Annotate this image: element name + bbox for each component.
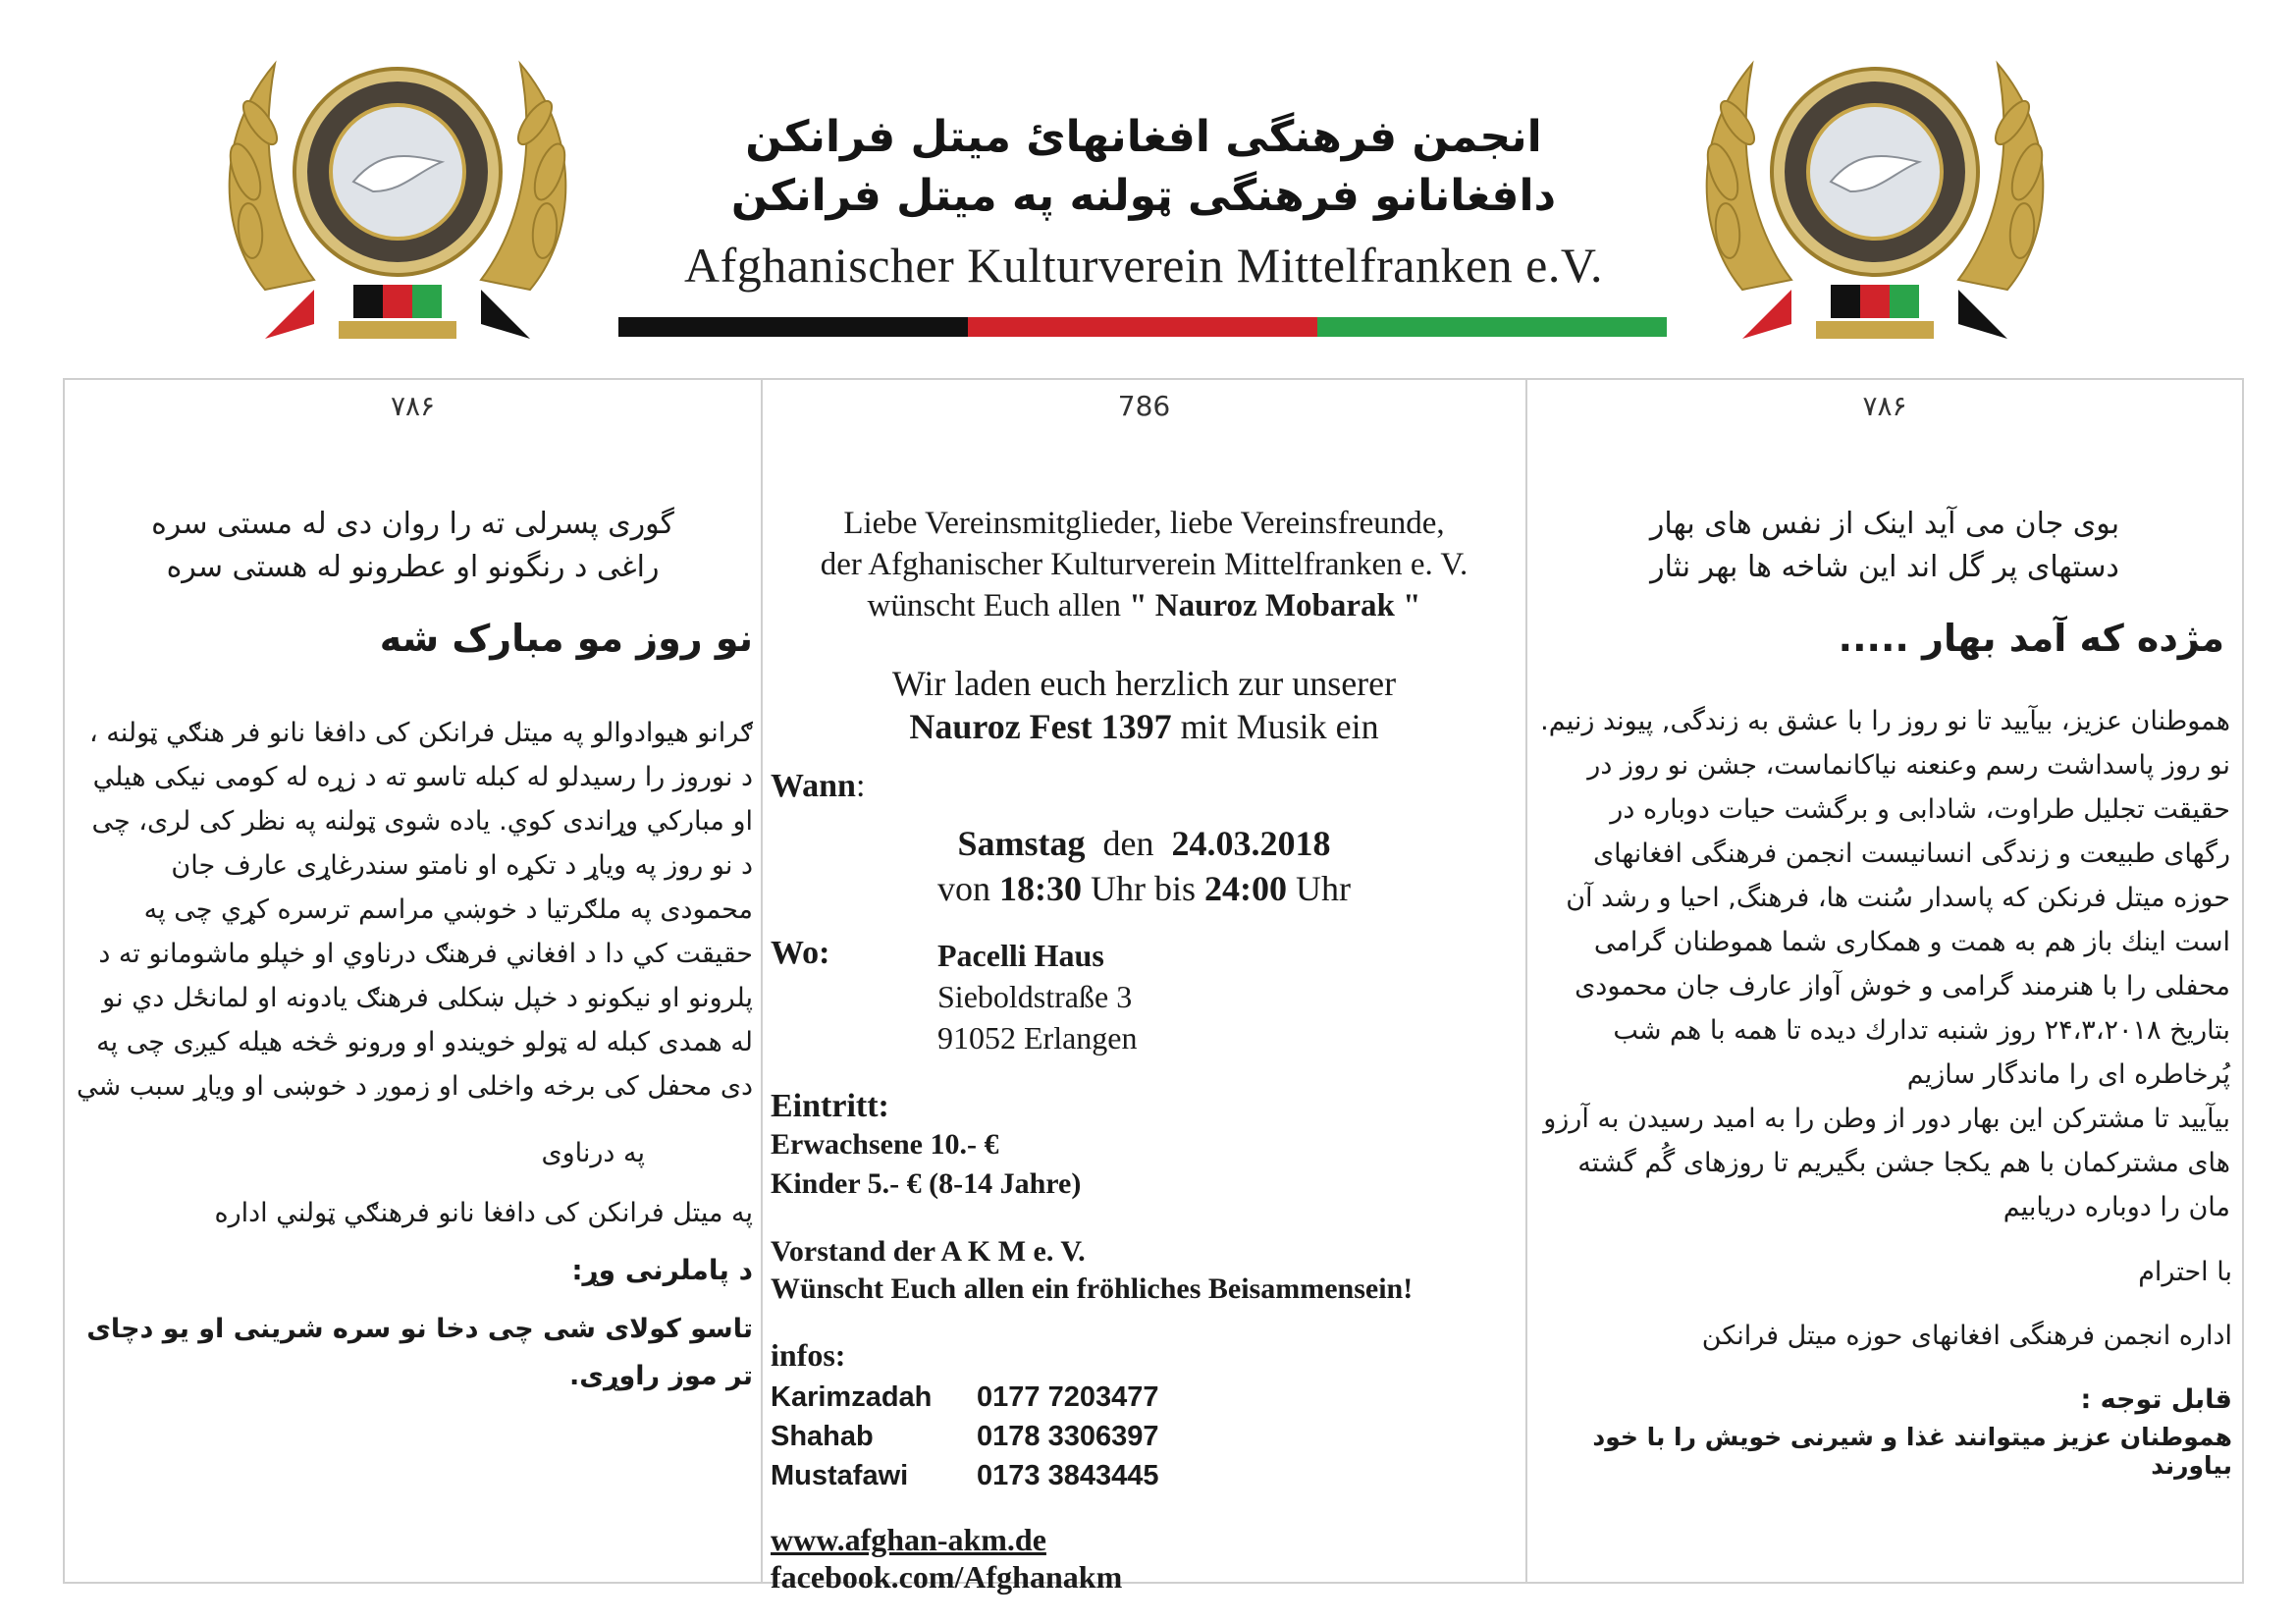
time-mid: Uhr bis <box>1082 869 1204 908</box>
pashto-signature: په درناوی <box>541 1138 645 1168</box>
event-day: Samstag <box>957 824 1086 863</box>
greeting-line: der Afghanischer Kulturverein Mittelfranken e. V. <box>820 547 1468 582</box>
dari-column <box>1527 380 2242 1582</box>
contact-phone[interactable]: 0178 3306397 <box>977 1421 1159 1452</box>
time-von: von <box>937 869 999 908</box>
contact-row <box>771 1378 1525 1417</box>
time-end: 24:00 <box>1204 869 1287 908</box>
contact-name: Karimzadah <box>771 1381 933 1413</box>
title-fa-line2: دافغانانو فرهنگی ټولنه په میتل فرانکن <box>730 171 1557 221</box>
venue-city: 91052 Erlangen <box>937 1020 1138 1055</box>
board-message <box>763 1233 1525 1308</box>
poem-line: گوری پسرلی ته را روان دی له مستی سره <box>151 507 674 541</box>
venue-street: Sieboldstraße 3 <box>937 979 1133 1014</box>
dari-organization: اداره انجمن فرهنگی افغانهای حوزه میتل فرانکن <box>1701 1321 2232 1351</box>
eintritt-label: Eintritt: <box>771 1088 889 1124</box>
greeting-line <box>763 585 1525 626</box>
wann-label: Wann: <box>771 768 866 804</box>
flag-green-stripe <box>1317 317 1667 337</box>
flag-color-bar <box>618 317 1667 337</box>
time-uhr: Uhr <box>1287 869 1351 908</box>
contact-list <box>763 1378 1525 1495</box>
association-title <box>618 108 1669 297</box>
infos-label: infos: <box>771 1337 846 1373</box>
pashto-note-heading: د پاملرنی وړ: <box>571 1254 753 1286</box>
greeting-text: wünscht Euch allen <box>867 588 1130 623</box>
pashto-organization: په میتل فرانکن کی دافغا نانو فرهنګي ټولني اداره <box>214 1198 753 1228</box>
facebook-link[interactable]: facebook.com/Afghanakm <box>771 1559 1123 1595</box>
wann-text: Wann <box>771 768 856 804</box>
vorstand-line: Vorstand der A K M e. V. <box>771 1235 1086 1268</box>
event-name: Nauroz Fest 1397 <box>909 707 1172 746</box>
poem-line: راغی د رنگونو او عطرونو له هستی سره <box>166 550 660 584</box>
dari-heading: مژده که آمد بهار ..... <box>1838 617 2224 660</box>
poem-line: بوی جان می آید اینک از نفس های بهار <box>1649 507 2120 541</box>
pashto-note-body: تاسو کولای شی چی دخا نو سره شرینی او یو دچای تر موز راوړی. <box>86 1314 753 1391</box>
invite-line: Wir laden euch herzlich zur unserer <box>891 664 1397 703</box>
dari-paragraph-2: بیآیید تا مشترکن این بهار دور از وطن را به امید رسیدن به آرزو های مشترکمان با هم یکجا جشن بگیریم تا روزهای گُم گشته مان را دوباره دریابیم <box>1543 1104 2230 1222</box>
dari-poem <box>1527 503 2242 589</box>
pashto-paragraph: ګرانو هیوادوالو په میتل فرانکن کی دافغا نانو فر هنګي ټولنه ، د نوروز را رسیدلو له کبله تاسو ته د زړه له کومی نیکی هیلي او مبارکي وړاندی کوي. یاده شوی ټولنه په نظر کی لری، چی د نو روز په ویاړ د تکړه او نامتو سندرغاړی عارف جان محمودی په ملګرتیا د خوښي مراسم ترسره کړي چی په حقیقت کي دا د افغاني فرهنګ درناوي او خپلو ماشومانو ته د پلرونو او نیکونو د خپل ښکلی فرهنګ یادونه او لمانځل دي نو له همدی کبله له ټولو خویندو او ورونو څخه هیله کیږی چی په دی محفل کی برخه واخلی او زموږ د خوښی او ویاړ سبب شي <box>76 718 753 1102</box>
time-start: 18:30 <box>999 869 1082 908</box>
website-link[interactable]: www.afghan-akm.de <box>771 1522 1046 1557</box>
greeting <box>763 503 1525 626</box>
contact-row <box>771 1456 1525 1495</box>
date-value: 24.03.2018 <box>1171 824 1331 863</box>
fee-kids: Kinder 5.- € (8-14 Jahre) <box>771 1167 1082 1200</box>
wreath-emblem-icon <box>206 44 589 349</box>
contact-phone[interactable]: 0177 7203477 <box>977 1381 1159 1413</box>
venue-block <box>763 935 1525 1058</box>
contact-row <box>771 1417 1525 1456</box>
dari-paragraph: هموطنان عزیز، بیآیید تا نو روز را با عشق به زندگی, پیوند زنیم. نو روز پاسداشت رسم وعنعنه نیاکانماست، جشن نو روز در حقیقت تجلیل طراوت، شادابی و برگشت حیات دوباره در رگهای طبیعت و زندگی انسانیست انجمن فرهنگی افغانهای حوزه میتل فرنکن که پاسدار سُنت ها، فرهنگ, احیا و رشد آن است اینك باز هم به همت و همکاری شما هموطنان گرامی محفلی را با هنرمند گرامی و خوش آواز عارف جان محمودی بتاریخ ۲۴،۳،۲۰۱۸ روز شنبه تدارك دیده تا همه با هم شب پُرخاطره ای را ماندگار سازیم <box>1540 706 2230 1090</box>
fee-adults: Erwachsene 10.- € <box>771 1128 999 1161</box>
links <box>763 1521 1525 1596</box>
title-de: Afghanischer Kulturverein Mittelfranken e.V. <box>683 238 1604 293</box>
invitation <box>763 662 1525 748</box>
dari-note-body: هموطنان عزیز میتوانند غذا و شیرنی خویش را با خود بیاورند <box>1592 1423 2232 1480</box>
nauroz-mobarak: " Nauroz Mobarak " <box>1129 588 1421 623</box>
dari-signature: با احترام <box>2138 1257 2232 1287</box>
association-logo-left <box>206 44 589 349</box>
dari-note-heading: قابل توجه : <box>2080 1384 2232 1415</box>
venue-address <box>937 935 1138 1058</box>
pashto-heading: نو روز مو مبارک شه <box>379 617 753 660</box>
event-datetime <box>763 821 1525 911</box>
contact-phone[interactable]: 0173 3843445 <box>977 1460 1159 1491</box>
pashto-poem <box>65 503 761 589</box>
poem-line: دستهای پر گل اند این شاخه ها بهر نثار <box>1650 550 2119 584</box>
event-date <box>763 821 1525 866</box>
wish-line: Wünscht Euch allen ein fröhliches Beisammensein! <box>771 1272 1414 1305</box>
column-number: ۷۸۶ <box>390 390 436 422</box>
greeting-line: Liebe Vereinsmitglieder, liebe Vereinsfreunde, <box>843 506 1445 541</box>
event-time <box>763 866 1525 911</box>
wreath-emblem-icon <box>1683 44 2066 349</box>
german-column <box>763 380 1527 1595</box>
date-den: den <box>1102 824 1154 863</box>
contact-name: Shahab <box>771 1421 874 1452</box>
association-logo-right <box>1683 44 2066 349</box>
contact-name: Mustafawi <box>771 1460 909 1491</box>
flyer-columns <box>63 378 2244 1595</box>
pashto-column <box>65 380 763 1582</box>
flag-red-stripe <box>968 317 1317 337</box>
venue-name: Pacelli Haus <box>937 938 1104 973</box>
invite-line <box>763 705 1525 748</box>
flag-black-stripe <box>618 317 968 337</box>
invite-rest: mit Musik ein <box>1171 707 1379 746</box>
column-number: 786 <box>1117 390 1171 422</box>
wo-label: Wo: <box>771 935 830 971</box>
title-fa-line1: انجمن فرهنگی افغانهائ میتل فرانکن <box>745 112 1542 162</box>
column-number: ۷۸۶ <box>1862 390 1907 422</box>
